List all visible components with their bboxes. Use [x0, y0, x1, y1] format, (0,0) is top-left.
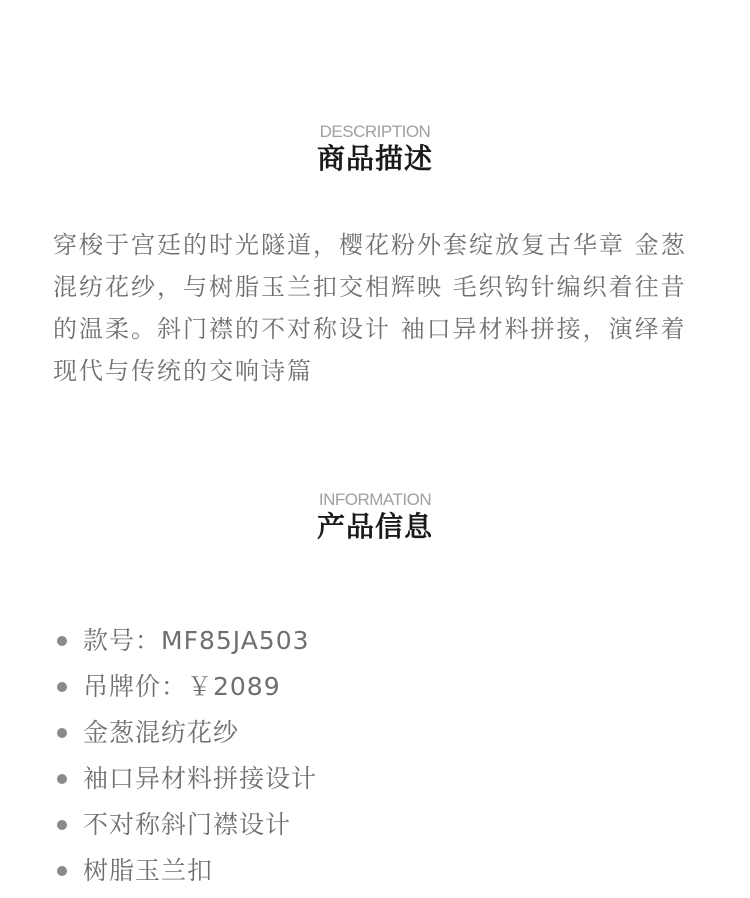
info-item-label: 金葱混纺花纱: [83, 718, 240, 747]
information-header: [0, 490, 750, 544]
information-title: 产品信息: [316, 510, 433, 543]
bullet-dot-icon: [57, 636, 67, 646]
bullet-dot-icon: [57, 820, 67, 830]
info-item-style-number: [55, 618, 695, 664]
info-item-placket: [55, 802, 695, 848]
description-header: [0, 122, 750, 176]
bullet-dot-icon: [57, 774, 67, 784]
info-item-fabric: [55, 710, 695, 756]
info-item-label: 袖口异材料拼接设计: [83, 764, 318, 793]
info-item-buttons: [55, 848, 695, 894]
information-eyebrow: INFORMATION: [318, 490, 432, 509]
info-item-price: [55, 664, 695, 710]
info-item-label: 树脂玉兰扣: [83, 856, 214, 885]
info-item-label: 款号：MF85JA503: [83, 626, 310, 655]
info-item-cuff: [55, 756, 695, 802]
bullet-dot-icon: [57, 682, 67, 692]
description-title: 商品描述: [316, 142, 433, 175]
description-eyebrow: DESCRIPTION: [319, 122, 431, 141]
bullet-dot-icon: [57, 866, 67, 876]
info-item-label: 不对称斜门襟设计: [83, 810, 292, 839]
bullet-dot-icon: [57, 728, 67, 738]
information-list: [55, 618, 695, 894]
description-text: 穿梭于宫廷的时光隧道，樱花粉外套绽放复古华章 金葱混纺花纱，与树脂玉兰扣交相辉映 毛织钩针编织着往昔的温柔。斜门襟的不对称设计 袖口异材料拼接，演绎着现代与传统的交响诗篇: [53, 231, 687, 385]
info-item-label: 吊牌价：￥2089: [83, 672, 281, 701]
